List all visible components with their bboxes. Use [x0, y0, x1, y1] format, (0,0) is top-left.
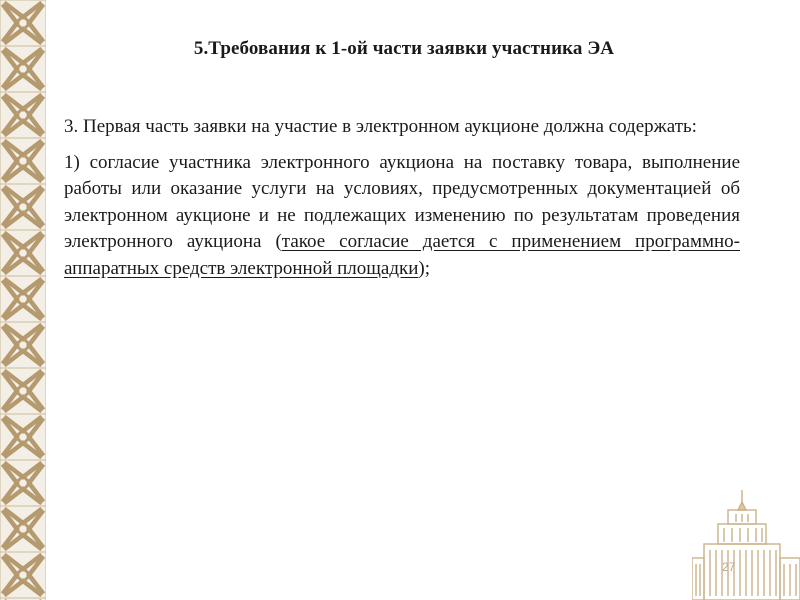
paragraph-consent-underlined: такое согласие дается с применением программно-аппаратных средств электронной площадки [64, 231, 740, 279]
paragraph-intro: 3. Первая часть заявки на участие в электронном аукционе должна содержать: [64, 116, 697, 137]
paragraph-consent-end: ); [418, 257, 431, 279]
paragraph-consent [64, 150, 740, 283]
slide-title: 5.Требования к 1-ой части заявки участника ЭА [193, 38, 615, 59]
ornament-pattern-icon [0, 0, 46, 600]
decorative-border [0, 0, 46, 600]
building-icon [692, 488, 800, 600]
page-number: 27 [722, 560, 736, 574]
slide-body [64, 114, 740, 291]
paragraph-consent-main: 1) согласие участника электронного аукциона на поставку товара, выполнение работы или оказание услуги на условиях, предусмотренных документацией об электронном аукционе и не подлежащих изменению по результатам проведения электронного аукциона ( [64, 151, 740, 252]
